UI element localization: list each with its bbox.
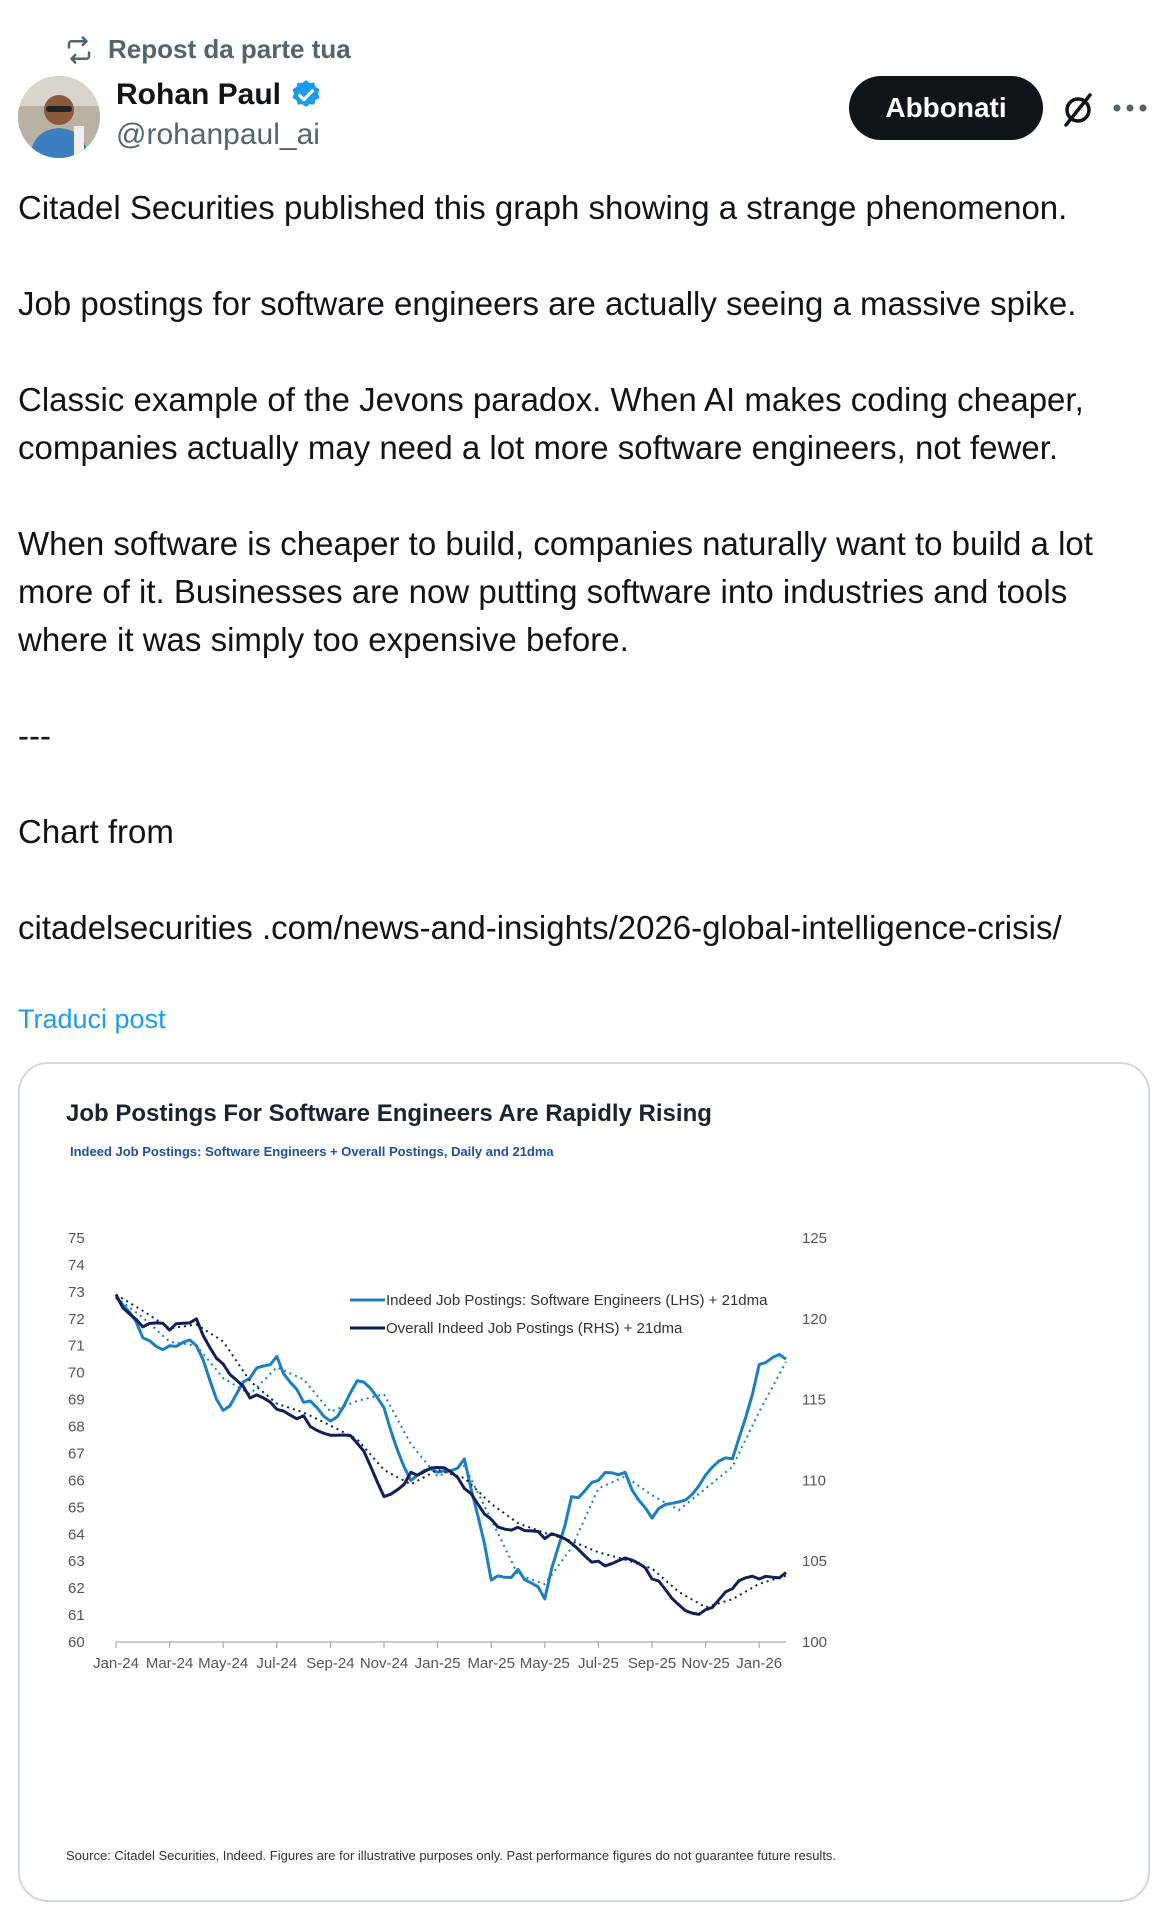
post-text (18, 184, 1148, 952)
post-paragraph (18, 856, 1148, 904)
y-left-tick-label: 63 (68, 1553, 85, 1571)
x-tick-label: May-25 (519, 1655, 570, 1672)
y-right-tick-label: 120 (802, 1310, 828, 1328)
repost-indicator (64, 34, 351, 65)
y-left-tick-label: 73 (68, 1283, 85, 1301)
post-paragraph: Chart from (18, 813, 174, 850)
avatar[interactable] (18, 76, 100, 158)
y-right-tick-label: 125 (802, 1230, 828, 1247)
legend-label: Overall Indeed Job Postings (RHS) + 21dma (386, 1320, 683, 1337)
post-paragraph (18, 232, 1148, 280)
x-tick-label: Sep-24 (306, 1655, 355, 1672)
y-left-tick-label: 69 (68, 1391, 85, 1409)
legend-label: Indeed Job Postings: Software Engineers (LHS) + 21dma (386, 1292, 768, 1309)
y-left-tick-label: 71 (68, 1337, 85, 1355)
chart-subtitle: Indeed Job Postings: Software Engineers + Overall Postings, Daily and 21dma (70, 1144, 554, 1159)
series-dma-line (116, 1297, 786, 1584)
author-handle[interactable]: @rohanpaul_ai (116, 118, 320, 151)
series-dma-line (116, 1295, 786, 1608)
y-left-tick-label: 65 (68, 1499, 85, 1517)
subscribe-button[interactable]: Abbonati (849, 76, 1043, 140)
translate-post-link[interactable]: Traduci post (18, 1004, 166, 1034)
post-paragraph (18, 664, 1148, 712)
grok-icon[interactable] (1058, 90, 1098, 130)
y-left-tick-label: 74 (68, 1256, 85, 1274)
y-left-tick-label: 66 (68, 1472, 85, 1490)
repost-label: Repost da parte tua (108, 34, 351, 64)
post-paragraph: Citadel Securities published this graph showing a strange phenomenon. (18, 189, 1068, 226)
post-paragraph (18, 472, 1148, 520)
x-tick-label: Jul-25 (577, 1655, 619, 1672)
y-left-tick-label: 61 (68, 1607, 85, 1625)
series-line-software-engineers (116, 1297, 786, 1599)
y-left-tick-label: 64 (68, 1526, 85, 1544)
series-line-overall-postings (116, 1295, 786, 1615)
y-left-tick-label: 75 (68, 1230, 85, 1247)
x-tick-label: Sep-25 (627, 1655, 677, 1672)
y-right-tick-label: 105 (802, 1553, 828, 1571)
post-paragraph: When software is cheaper to build, companies naturally want to build a lot more of it. Businesses are now putting software into industries and tools where it was simply too expensive before. (18, 525, 1093, 658)
y-left-tick-label: 70 (68, 1364, 85, 1382)
y-left-tick-label: 62 (68, 1580, 85, 1598)
x-tick-label: Jan-26 (736, 1655, 783, 1672)
x-tick-label: Mar-25 (467, 1655, 515, 1672)
post-paragraph: --- (18, 717, 51, 754)
verified-badge-icon (289, 78, 323, 112)
line-chart (20, 1064, 1150, 1902)
x-tick-label: Nov-24 (359, 1655, 409, 1672)
x-tick-label: Jan-25 (414, 1655, 461, 1672)
post-media-chart[interactable] (18, 1062, 1150, 1902)
chart-source: Source: Citadel Securities, Indeed. Figures are for illustrative purposes only. Past performance figures do not guarantee future results. (66, 1848, 837, 1863)
x-tick-label: Jul-24 (256, 1655, 298, 1672)
author-name-row (116, 78, 323, 112)
y-left-tick-label: 60 (68, 1634, 85, 1651)
y-right-tick-label: 110 (802, 1472, 826, 1490)
post-paragraph: Classic example of the Jevons paradox. When AI makes coding cheaper, companies actually may need a lot more software engineers, not fewer. (18, 381, 1084, 466)
y-right-tick-label: 115 (802, 1391, 826, 1409)
post-paragraph: Job postings for software engineers are actually seeing a massive spike. (18, 285, 1077, 322)
x-tick-label: Nov-25 (681, 1655, 730, 1672)
post-link-text: citadelsecurities .com/news-and-insights/2026-global-intelligence-crisis/ (18, 909, 1062, 946)
post-paragraph (18, 328, 1148, 376)
x-tick-label: Jan-24 (93, 1655, 139, 1672)
x-tick-label: May-24 (198, 1655, 249, 1672)
post-paragraph (18, 760, 1148, 808)
y-left-tick-label: 67 (68, 1445, 85, 1463)
y-left-tick-label: 68 (68, 1418, 85, 1436)
y-left-tick-label: 72 (68, 1310, 85, 1328)
y-right-tick-label: 100 (802, 1634, 828, 1651)
repost-icon (64, 35, 94, 65)
x-tick-label: Mar-24 (145, 1655, 194, 1672)
author-name[interactable]: Rohan Paul (116, 78, 282, 111)
chart-title: Job Postings For Software Engineers Are Rapidly Rising (66, 1100, 712, 1127)
more-options-icon[interactable] (1110, 98, 1150, 118)
